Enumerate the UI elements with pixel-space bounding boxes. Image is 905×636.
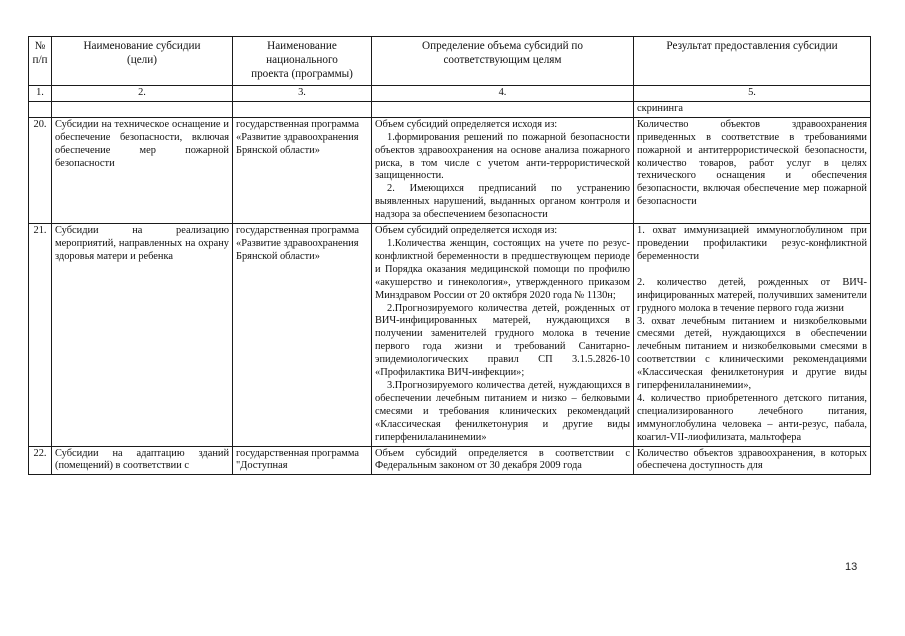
definition-paragraph: Объем субсидий определяется в соответствии с Федеральным законом от 30 декабря 2009 года (375, 447, 630, 472)
result-paragraph: 2. количество детей, рожденных от ВИЧ-инфицированных матерей, получивших заменители грудного молока в течение первого года жизни (637, 276, 867, 314)
column-index-row (29, 86, 871, 102)
continuation-row (29, 101, 871, 117)
definition-paragraph: Объем субсидий определяется исходя из: (375, 118, 558, 130)
row-number: 20. (29, 117, 52, 223)
table-row (29, 446, 871, 475)
volume-definition (372, 224, 634, 447)
header-number: № п/п (29, 37, 52, 86)
program-name: государственная программа "Доступная (233, 446, 372, 475)
volume-definition (372, 117, 634, 223)
subsidy-name: Субсидии на реализацию мероприятий, направленных на охрану здоровья матери и ребенка (52, 224, 233, 447)
index-cell: 3. (233, 86, 372, 102)
definition-paragraph: 1.формирования решений по пожарной безопасности объектов здравоохранения на основе анализа пожарного риска, в том числе с учетом анти-террористической защищенности. (375, 131, 630, 182)
continuation-text: скрининга (634, 101, 871, 117)
result-paragraph: Количество объектов здравоохранения приведенных в соответствие в требованиями пожарной и антитеррористической безопасности, количество товаров, работ услуг в целях технического оснащения и обеспечения безопасности, включая обеспечение мер пожарной безопасности (637, 118, 867, 208)
volume-definition (372, 446, 634, 475)
result-paragraph: 4. количество приобретенного детского питания, специализированного лечебного питания, иммуноглобулина человека – анти-резус, пабала, коагил-VII-лиофилизата, мальтофера (637, 392, 867, 443)
header-project-name: Наименование национального проекта (программы) (233, 37, 372, 86)
index-cell: 1. (29, 86, 52, 102)
subsidy-name: Субсидии на адаптацию зданий (помещений) в соответствии с (52, 446, 233, 475)
row-number: 22. (29, 446, 52, 475)
program-name: государственная программа «Развитие здравоохранения Брянской области» (233, 117, 372, 223)
result-paragraph: Количество объектов здравоохранения, в которых обеспечена доступность для (637, 447, 867, 472)
index-cell: 4. (372, 86, 634, 102)
header-volume-definition: Определение объема субсидий по соответствующим целям (372, 37, 634, 86)
definition-paragraph: 2.Прогнозируемого количества детей, рожденных от ВИЧ-инфицированных матерей, нуждающихся в получении заменителей грудного молока в течение первого года жизни и требований Санитарно-эпидемиологических правил СП 3.1.5.2826-10 «Профилактика ВИЧ-инфекции»; (375, 302, 630, 379)
table-row (29, 224, 871, 447)
definition-paragraph: 1.Количества женщин, состоящих на учете по резус-конфликтной беременности в предшествующем периоде и Порядка оказания медицинской помощи по профилю «акушерство и гинекология», утвержденного приказом Минздравом России от 20 октября 2020 года № 1130н; (375, 237, 630, 301)
definition-paragraph: 2. Имеющихся предписаний по устранению выявленных нарушений, выданных органом контроля и надзора за обеспечением безопасности (375, 183, 630, 221)
table-row (29, 117, 871, 223)
index-cell: 2. (52, 86, 233, 102)
row-number: 21. (29, 224, 52, 447)
subsidy-name: Субсидии на техническое оснащение и обеспечение безопасности, включая обеспечение мер пожарной безопасности (52, 117, 233, 223)
subsidy-result (634, 224, 871, 447)
definition-paragraph: Объем субсидий определяется исходя из: (375, 225, 558, 237)
result-paragraph: 3. охват лечебным питанием и низкобелковыми смесями детей, нуждающихся в обеспечении лечебным питанием и низкобелковыми смесями в соответствии с клиническими рекомендациями «Классическая фенилкетонурия и другие виды гиперфенилаланинемии», (637, 315, 867, 392)
definition-paragraph: 3.Прогнозируемого количества детей, нуждающихся в обеспечении лечебным питанием и низко – белковыми смесями и требования клинических рекомендаций «Классическая фенилкетонурия и другие виды гиперфенилаланинемии» (375, 379, 630, 443)
index-cell: 5. (634, 86, 871, 102)
program-name: государственная программа «Развитие здравоохранения Брянской области» (233, 224, 372, 447)
subsidy-result (634, 117, 871, 223)
page-number: 13 (845, 561, 858, 573)
subsidy-table (28, 36, 871, 475)
subsidy-result (634, 446, 871, 475)
table-header-row (29, 37, 871, 86)
result-paragraph: 1. охват иммунизацией иммуноглобулином при проведении профилактики резус-конфликтной беременности (637, 225, 867, 262)
header-subsidy-name: Наименование субсидии (цели) (52, 37, 233, 86)
header-result: Результат предоставления субсидии (634, 37, 871, 86)
